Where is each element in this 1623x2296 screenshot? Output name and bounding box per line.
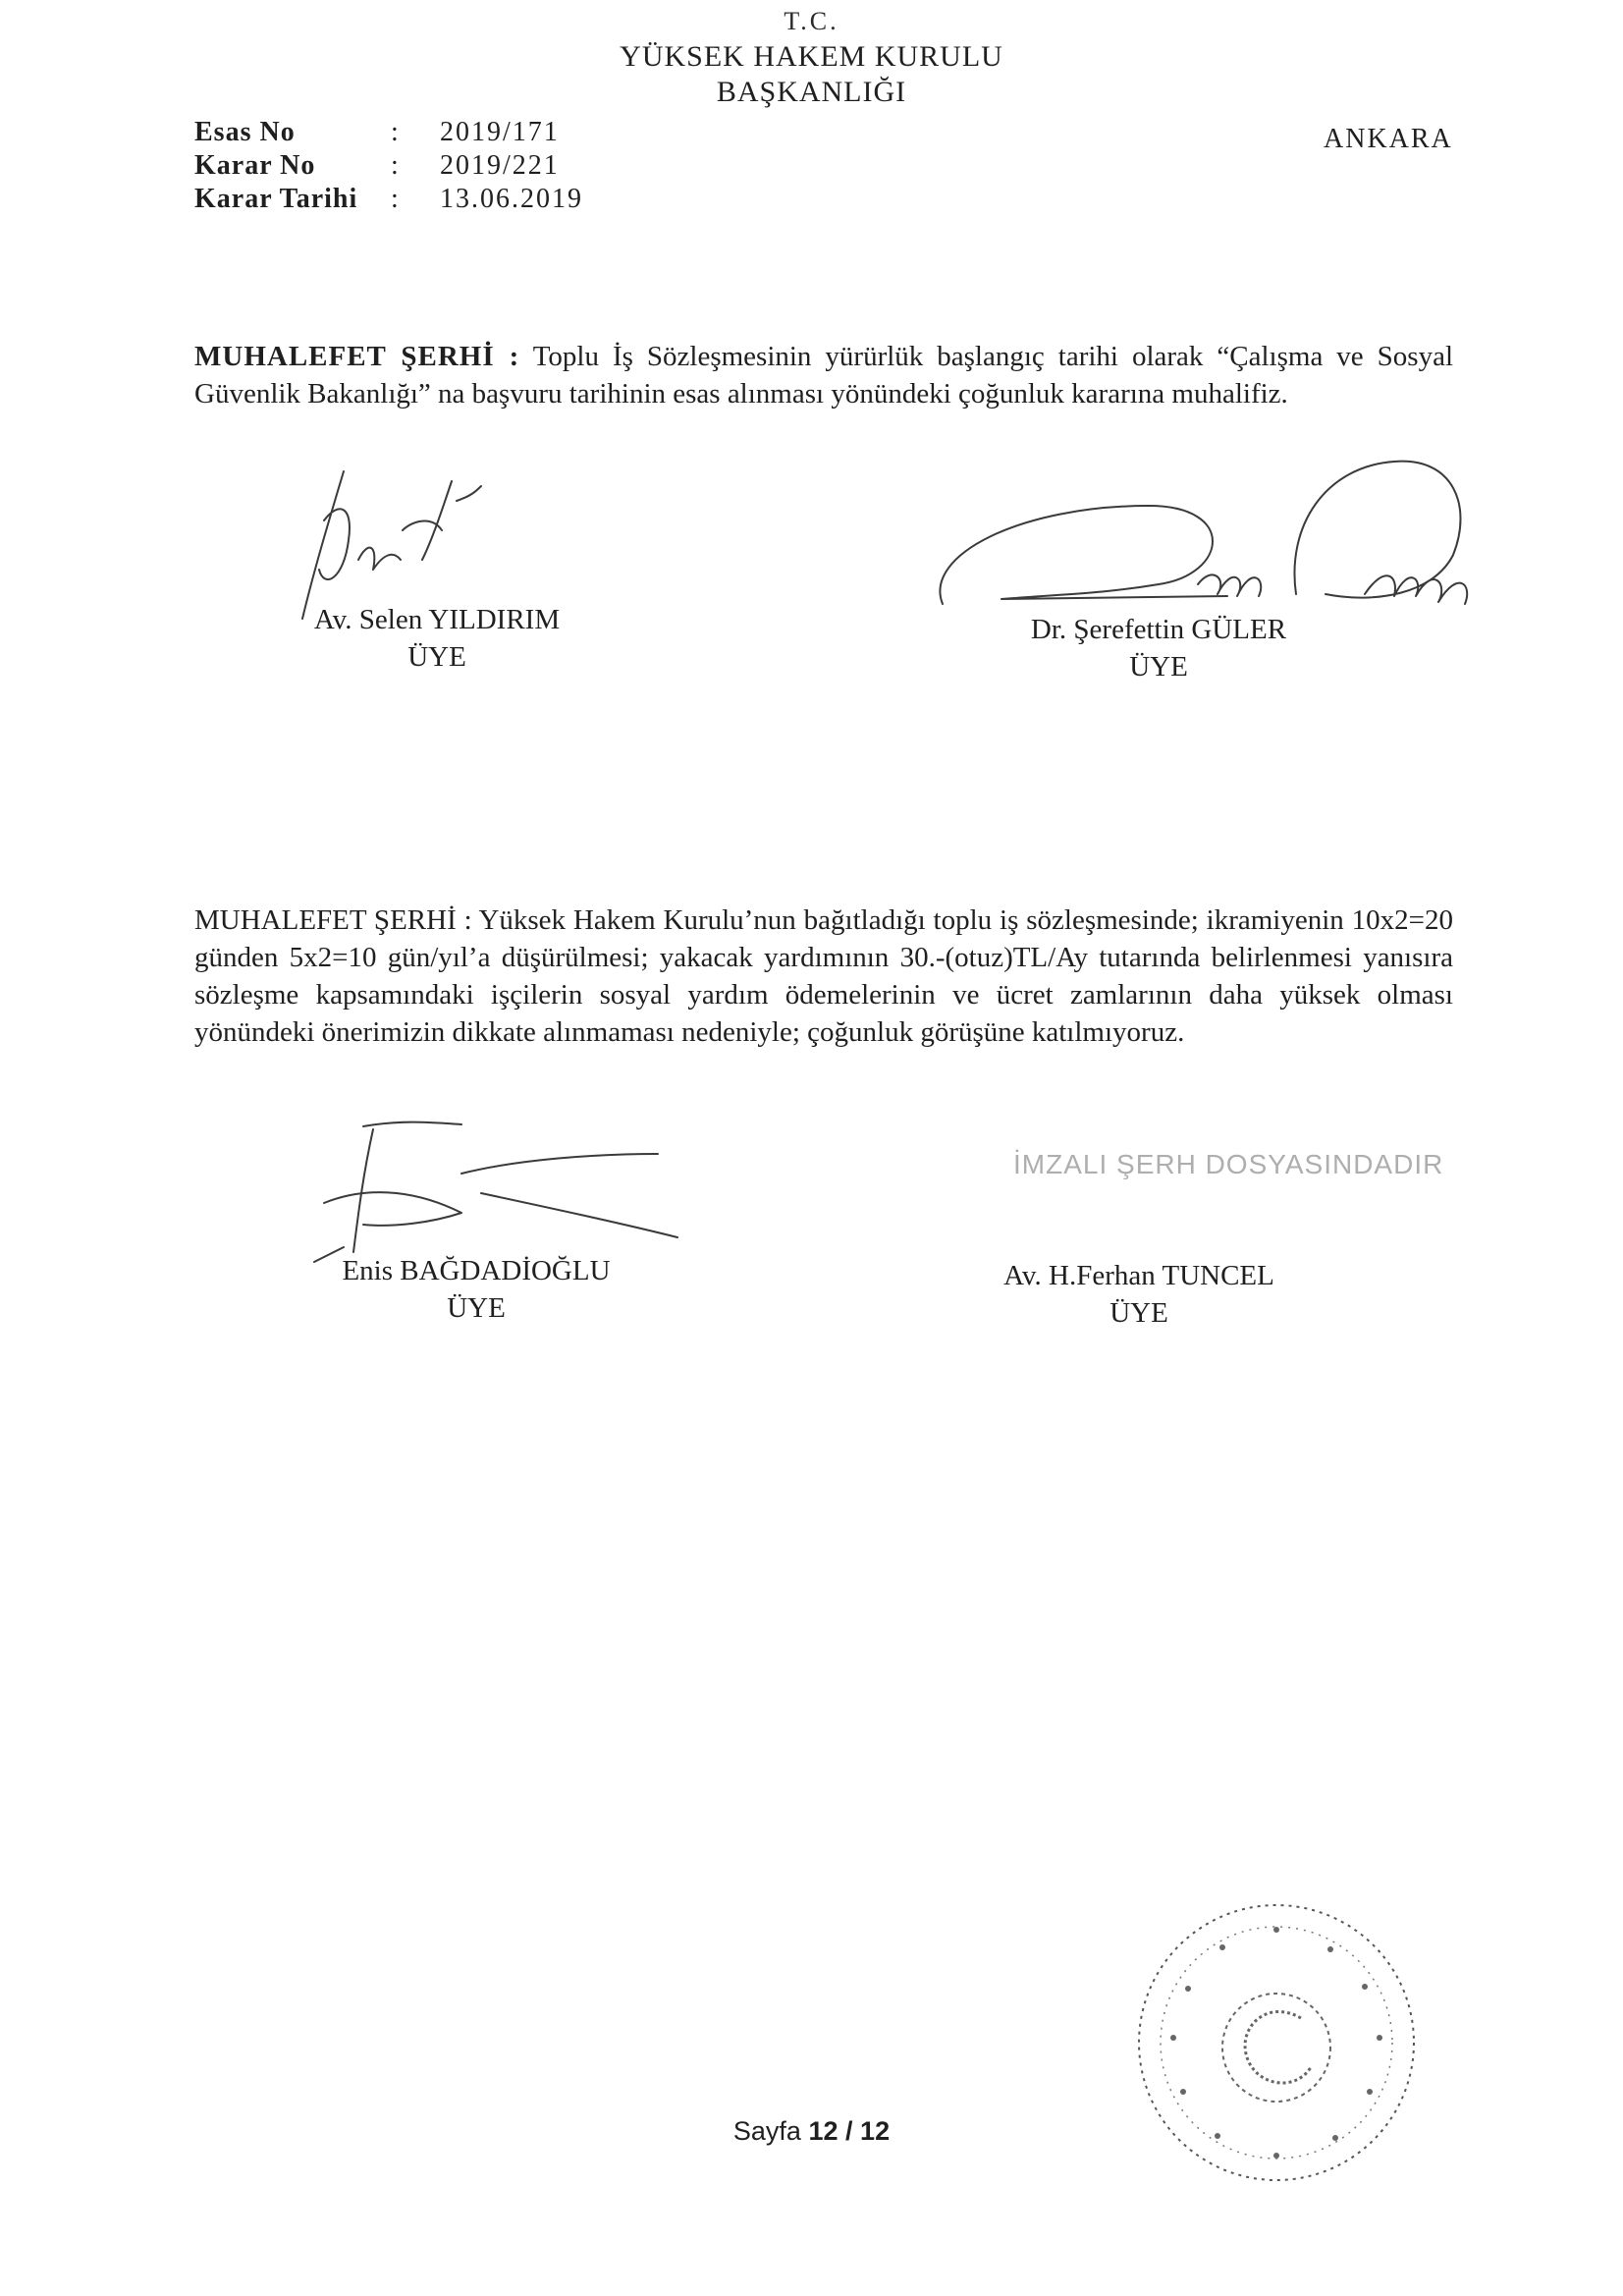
header-presidency: BAŞKANLIĞI bbox=[716, 76, 907, 108]
meta-row-esas bbox=[194, 116, 583, 149]
meta-label: Esas No bbox=[194, 117, 296, 147]
signature-scribble-icon bbox=[304, 1115, 707, 1272]
signatory-selen bbox=[285, 601, 589, 676]
meta-label: Karar No bbox=[194, 150, 316, 181]
meta-colon: : bbox=[391, 117, 399, 147]
meta-colon: : bbox=[391, 150, 399, 181]
header-committee: YÜKSEK HAKEM KURULU bbox=[620, 40, 1003, 73]
signatory-ferhan bbox=[962, 1257, 1316, 1332]
meta-value: 2019/171 bbox=[440, 117, 560, 147]
signatory-name: Av. H.Ferhan TUNCEL bbox=[1003, 1260, 1274, 1291]
signatory-role: ÜYE bbox=[447, 1292, 506, 1324]
signatory-role: ÜYE bbox=[407, 641, 466, 673]
page-prefix: Sayfa bbox=[732, 2116, 801, 2146]
header-tc: T.C. bbox=[784, 7, 839, 35]
meta-row-karar bbox=[194, 149, 583, 183]
dissent-text: Yüksek Hakem Kurulu’nun bağıtladığı toplu iş sözleşmesinde; ikramiyenin 10x2=20 günden 5x2=10 gün/yıl’a düşürülmesi; yakacak yardımının 30.-(otuz)TL/Ay tutarında belirlenmesi yanısıra sözleşme kapsamındaki işçilerin sosyal yardım ödemelerinin ve ücret zamlarının daha yüksek olması yönündeki önerimizin dikkate alınmaması nedeniyle; çoğunluk görüşüne katılmıyoruz. bbox=[194, 904, 1454, 1048]
signature-on-file-stamp: İMZALI ŞERH DOSYASINDADIR bbox=[1013, 1149, 1444, 1179]
signatory-name: Enis BAĞDADİOĞLU bbox=[342, 1255, 611, 1286]
dissent-opinion-2 bbox=[194, 902, 1453, 1051]
signatory-name: Dr. Şerefettin GÜLER bbox=[1030, 614, 1287, 645]
case-meta bbox=[194, 116, 583, 216]
signatory-serefettin bbox=[982, 611, 1335, 685]
page-current: 12 bbox=[808, 2116, 839, 2146]
page-number bbox=[0, 2116, 1623, 2147]
signatory-role: ÜYE bbox=[1129, 651, 1188, 683]
dissent-text: Toplu İş Sözleşmesinin yürürlük başlangıç tarihi olarak “Çalışma ve Sosyal Güvenlik Bakanlığı” na başvuru tarihinin esas alınması yönündeki çoğunluk kararına muhalifiz. bbox=[194, 341, 1453, 410]
official-seal-icon bbox=[1129, 1890, 1424, 2195]
meta-value: 2019/221 bbox=[440, 150, 560, 181]
dissent-heading: MUHALEFET ŞERHİ : bbox=[194, 904, 472, 936]
dissent-heading: MUHALEFET ŞERHİ : bbox=[194, 341, 520, 372]
institution-header bbox=[0, 4, 1623, 110]
dissent-opinion-1 bbox=[194, 338, 1453, 412]
signatory-role: ÜYE bbox=[1109, 1297, 1168, 1329]
page-total: 12 bbox=[860, 2116, 891, 2146]
city: ANKARA bbox=[1324, 124, 1453, 154]
meta-label: Karar Tarihi bbox=[194, 184, 358, 214]
signatory-name: Av. Selen YILDIRIM bbox=[313, 604, 561, 635]
page-separator: / bbox=[845, 2116, 853, 2146]
meta-row-tarih bbox=[194, 183, 583, 216]
signatory-enis bbox=[309, 1252, 643, 1327]
meta-value: 13.06.2019 bbox=[440, 184, 583, 214]
meta-colon: : bbox=[391, 184, 399, 214]
